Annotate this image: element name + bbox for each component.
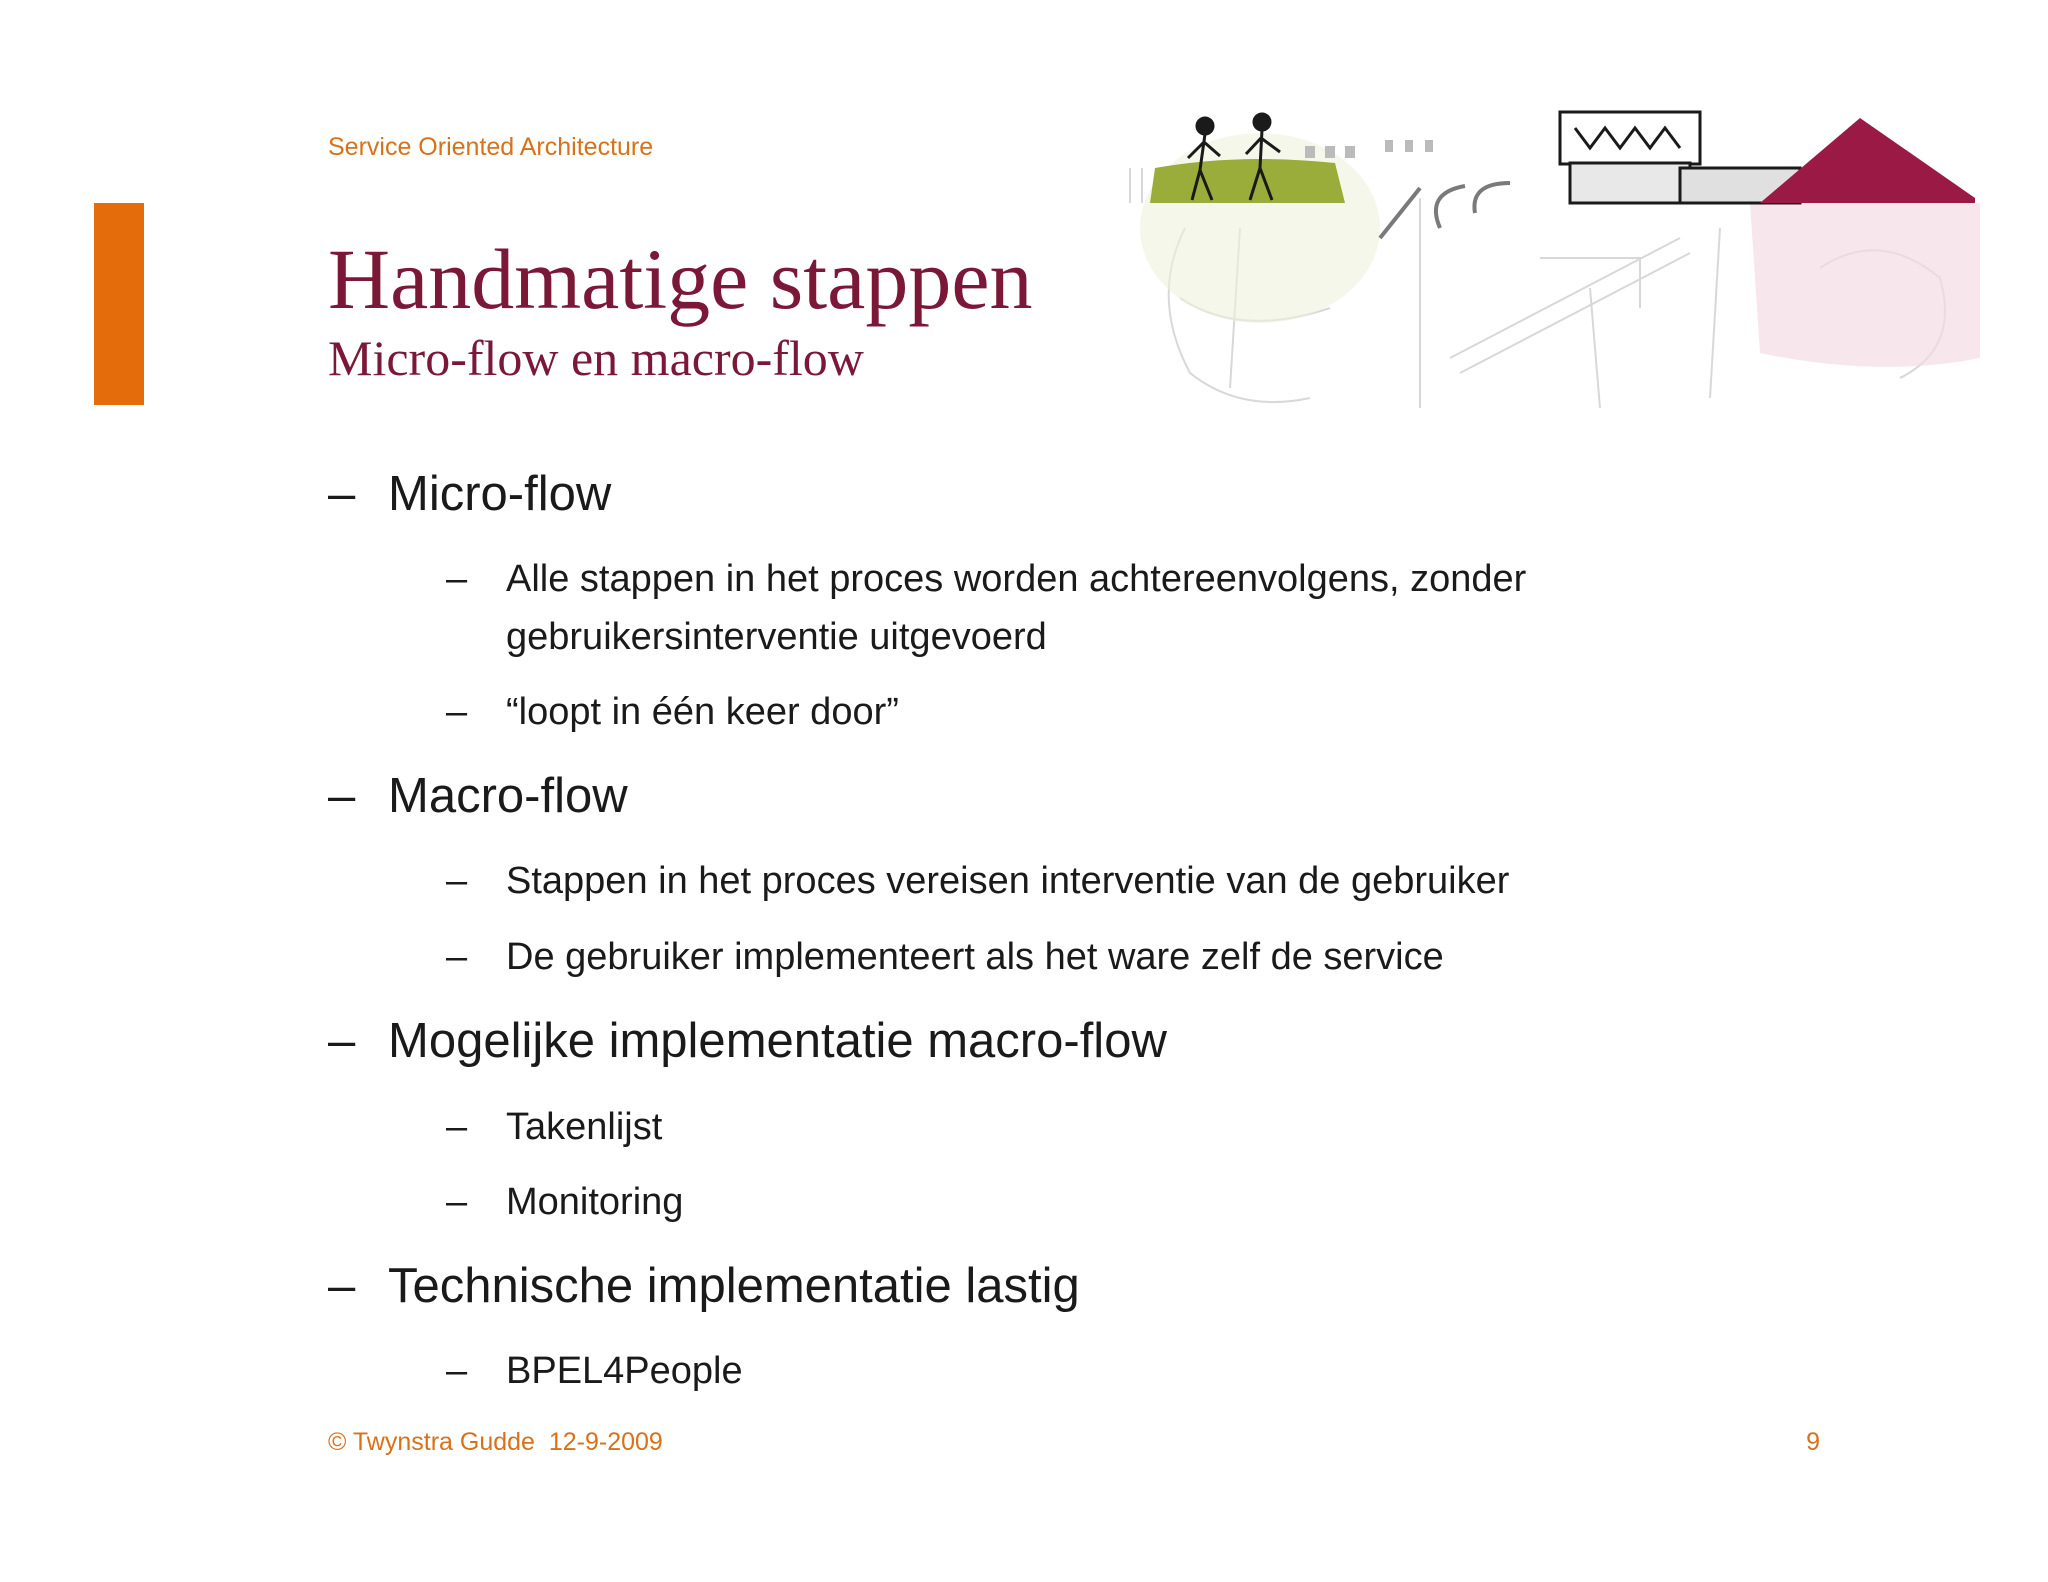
bullet-dash: –	[446, 1106, 468, 1148]
bullet-technische-implementatie	[328, 1259, 1080, 1313]
footer-copyright: © Twynstra Gudde 12-9-2009	[328, 1428, 663, 1456]
bullet-dash: –	[328, 467, 356, 521]
slide-title: Handmatige stappen	[328, 231, 1033, 327]
bullet-dash: –	[446, 691, 468, 733]
sub-bullet-gebruiker-implementeert	[446, 928, 1706, 986]
sub-bullet-takenlijst	[446, 1098, 1706, 1156]
bullet-text: Technische implementatie lastig	[388, 1259, 1080, 1313]
sub-bullet-stappen-vereisen	[446, 852, 1706, 910]
bullet-dash: –	[446, 1350, 468, 1392]
bullet-text: Monitoring	[506, 1181, 684, 1223]
bullet-dash: –	[446, 860, 468, 902]
bullet-micro-flow	[328, 467, 612, 521]
bullet-text: Macro-flow	[388, 769, 628, 823]
bullet-dash: –	[328, 1014, 356, 1068]
bullet-text: Mogelijke implementatie macro-flow	[388, 1014, 1167, 1068]
bullet-text: “loopt in één keer door”	[506, 691, 899, 733]
sub-bullet-bpel4people	[446, 1342, 1706, 1400]
sub-bullet-monitoring	[446, 1173, 1706, 1231]
bullet-text: Stappen in het proces vereisen interventie van de gebruiker	[506, 860, 1510, 902]
header-illustration	[1120, 108, 1980, 413]
bullet-dash: –	[446, 936, 468, 978]
bullet-text: BPEL4People	[506, 1350, 743, 1392]
bullet-dash: –	[446, 558, 468, 600]
bullet-text: De gebruiker implementeert als het ware zelf de service	[506, 936, 1444, 978]
header-label: Service Oriented Architecture	[328, 133, 654, 161]
bullet-dash: –	[328, 769, 356, 823]
slide-subtitle: Micro-flow en macro-flow	[328, 330, 864, 386]
bullet-text: Takenlijst	[506, 1106, 663, 1148]
bullet-text: Micro-flow	[388, 467, 612, 521]
accent-bar	[94, 203, 144, 405]
sub-bullet-loopt-door	[446, 683, 1706, 741]
bullet-dash: –	[328, 1259, 356, 1313]
bullet-text: Alle stappen in het proces worden achtereenvolgens, zonder gebruikersinterventie uitgevoerd	[506, 558, 1527, 658]
page-number: 9	[1806, 1428, 1820, 1456]
bullet-mogelijke-implementatie	[328, 1014, 1167, 1068]
bullet-dash: –	[446, 1181, 468, 1223]
bullet-macro-flow	[328, 769, 628, 823]
sub-bullet-alle-stappen	[446, 550, 1706, 666]
